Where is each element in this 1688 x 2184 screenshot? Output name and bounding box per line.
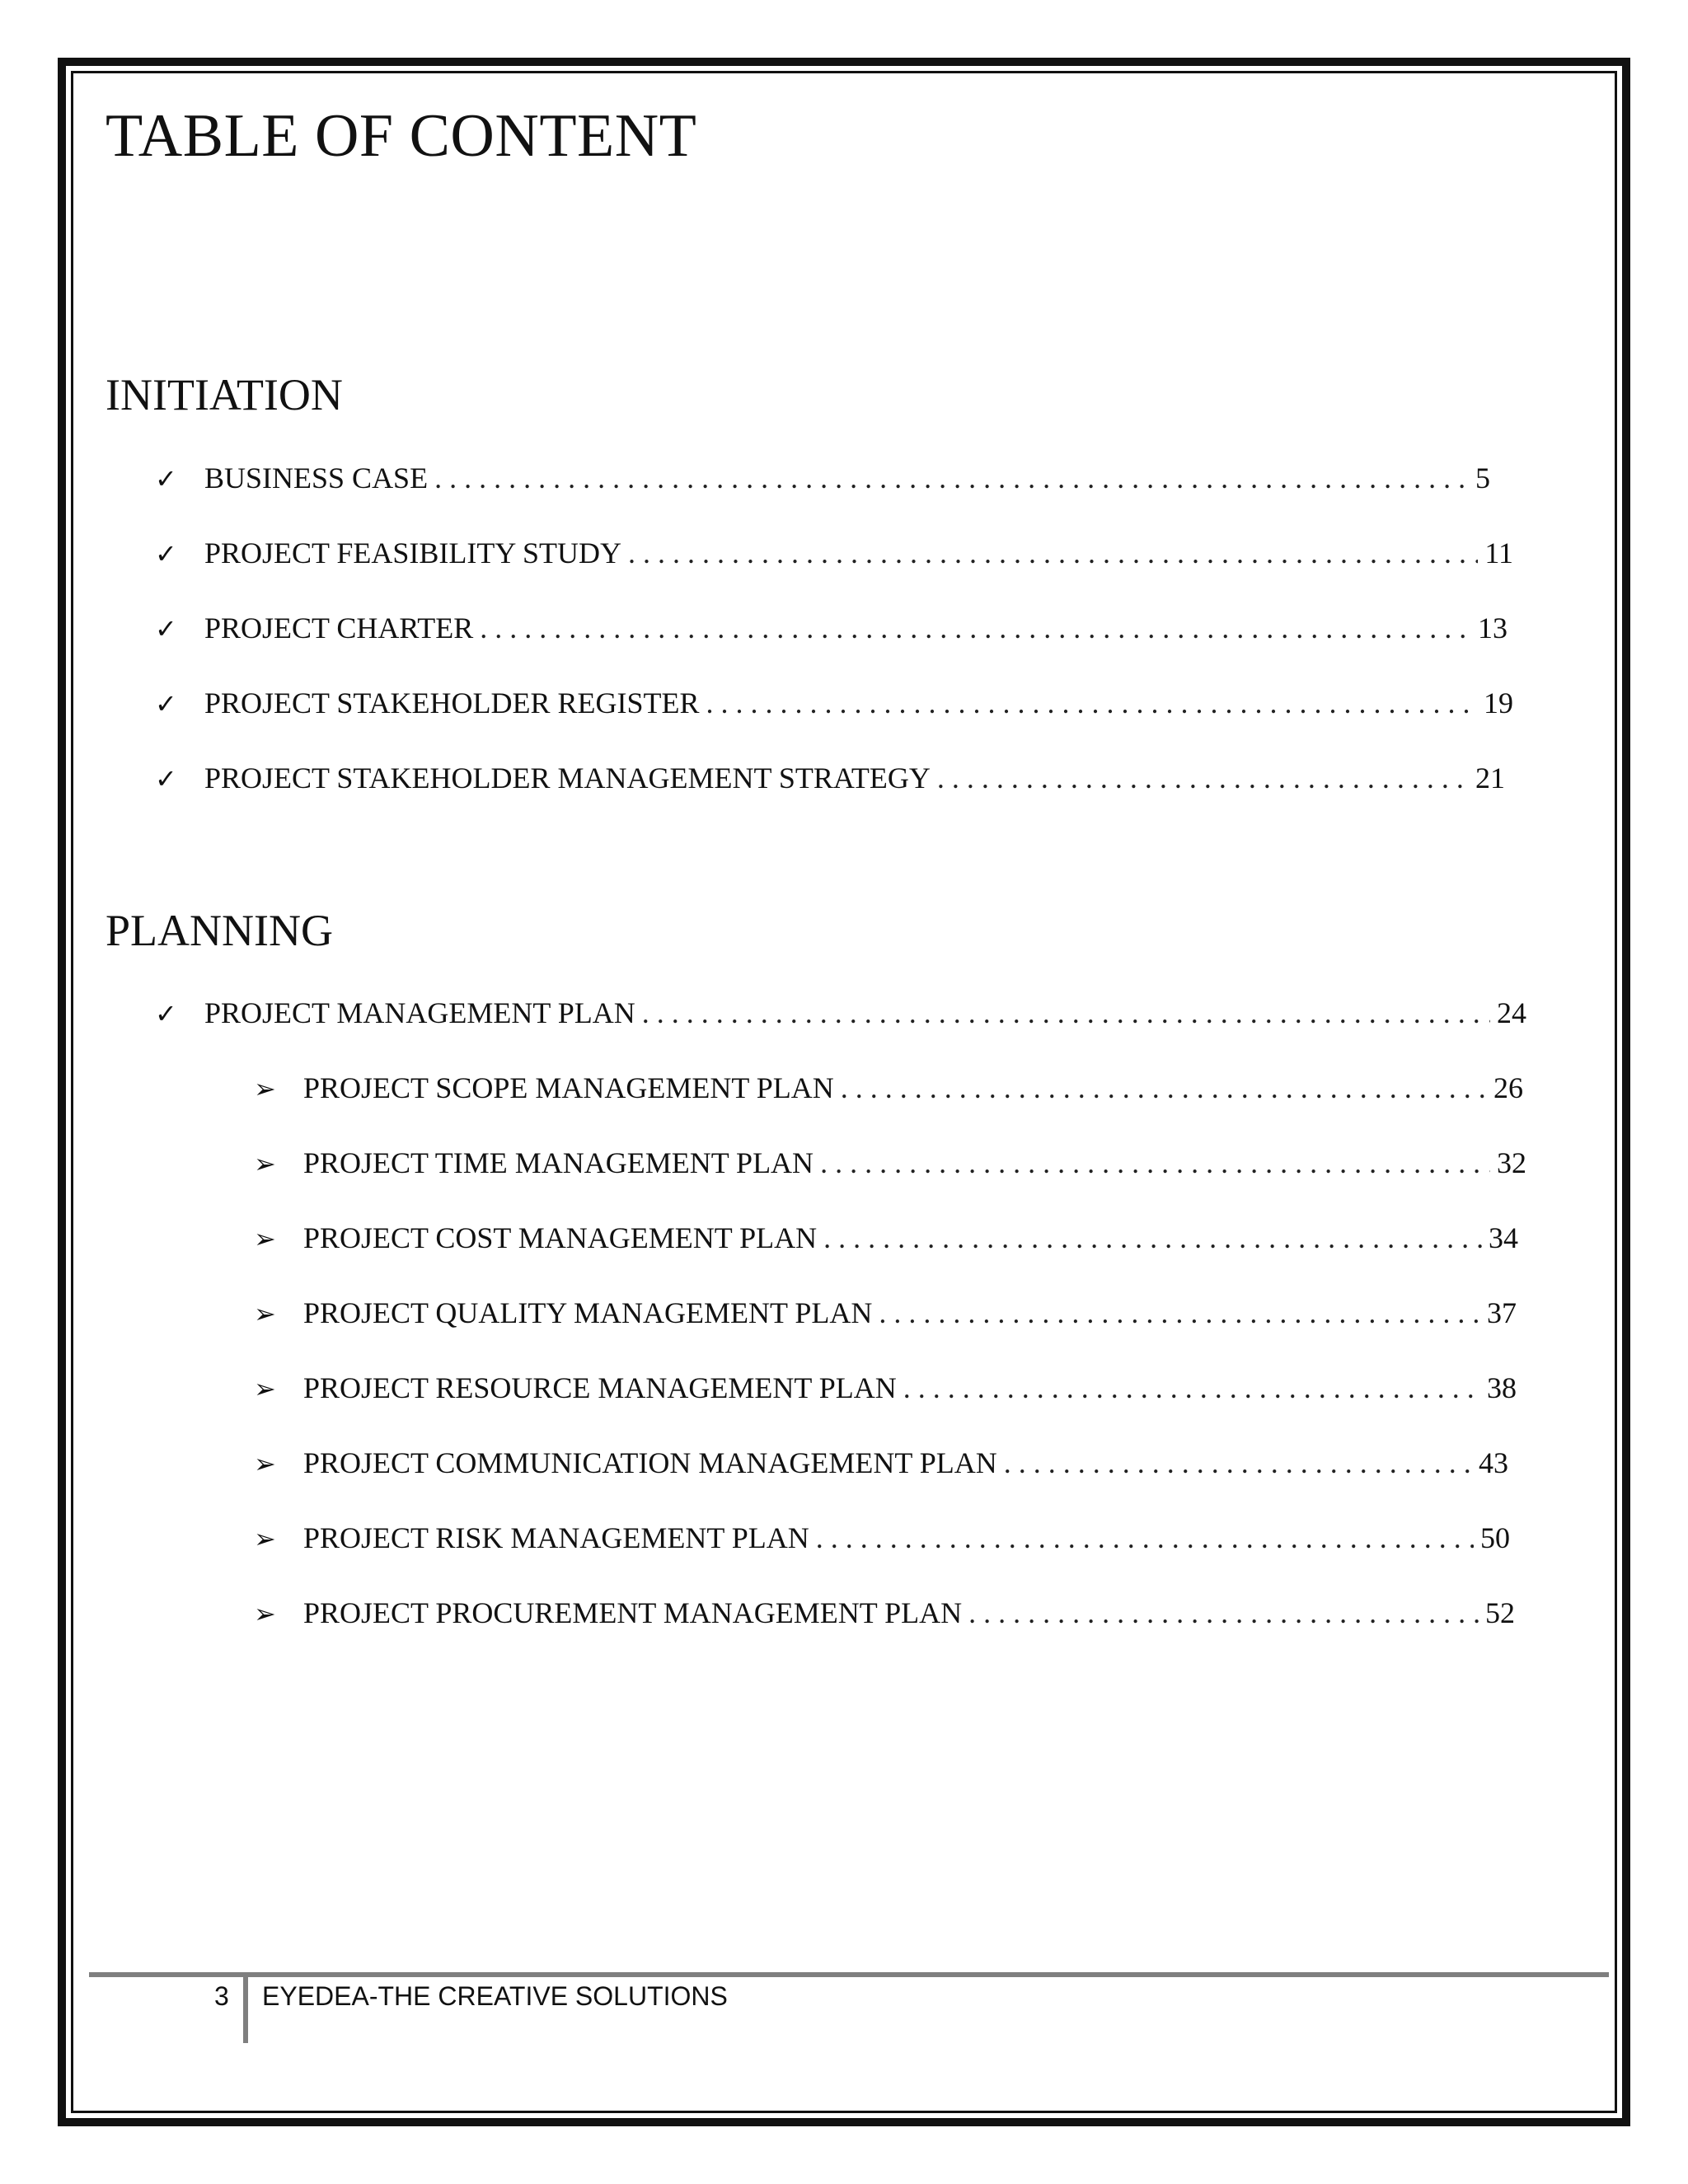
dot-leader <box>642 998 1490 1028</box>
checkmark-icon: ✓ <box>155 763 177 794</box>
footer-text: EYEDEA-THE CREATIVE SOLUTIONS <box>262 1981 728 2011</box>
toc-subentry[interactable] <box>254 1373 1517 1403</box>
footer-divider <box>243 1972 248 2043</box>
checkmark-icon: ✓ <box>155 538 177 569</box>
toc-entry-page: 19 <box>1484 687 1513 719</box>
arrow-bullet-icon: ➢ <box>254 1598 276 1629</box>
dot-leader <box>706 688 1478 718</box>
dot-leader <box>1004 1448 1472 1478</box>
toc-entry-page: 43 <box>1479 1446 1508 1479</box>
dot-leader <box>823 1223 1482 1253</box>
toc-entry-page: 38 <box>1487 1371 1517 1404</box>
toc-entry[interactable] <box>155 463 1490 493</box>
toc-entry-page: 11 <box>1484 537 1513 569</box>
toc-entry-label: PROJECT COMMUNICATION MANAGEMENT PLAN <box>303 1446 997 1479</box>
toc-subentry[interactable] <box>254 1523 1510 1553</box>
section-heading-planning: PLANNING <box>106 906 333 955</box>
dot-leader <box>816 1523 1474 1553</box>
dot-leader <box>903 1373 1480 1403</box>
toc-entry-label: PROJECT RESOURCE MANAGEMENT PLAN <box>303 1371 897 1404</box>
checkmark-icon: ✓ <box>155 463 177 494</box>
toc-subentry[interactable] <box>254 1448 1508 1478</box>
dot-leader <box>937 763 1469 793</box>
toc-entry-label: PROJECT STAKEHOLDER REGISTER <box>204 687 700 719</box>
footer-rule <box>89 1972 1609 1977</box>
dot-leader <box>968 1598 1479 1628</box>
arrow-bullet-icon: ➢ <box>254 1448 276 1479</box>
toc-subentry[interactable] <box>254 1298 1517 1328</box>
toc-entry-label: PROJECT COST MANAGEMENT PLAN <box>303 1221 818 1254</box>
arrow-bullet-icon: ➢ <box>254 1373 276 1404</box>
toc-entry-label: PROJECT MANAGEMENT PLAN <box>204 996 635 1029</box>
footer-page-number: 3 <box>214 1981 229 2011</box>
toc-subentry[interactable] <box>254 1073 1523 1103</box>
dot-leader <box>434 463 1469 493</box>
dot-leader <box>841 1073 1487 1103</box>
dot-leader <box>480 613 1471 643</box>
toc-entry-label: PROJECT FEASIBILITY STUDY <box>204 537 622 569</box>
toc-entry-page: 37 <box>1487 1296 1517 1329</box>
toc-entry-label: PROJECT QUALITY MANAGEMENT PLAN <box>303 1296 873 1329</box>
toc-subentry[interactable] <box>254 1148 1526 1178</box>
toc-entry-page: 34 <box>1489 1221 1518 1254</box>
toc-entry-label: PROJECT STAKEHOLDER MANAGEMENT STRATEGY <box>204 762 931 794</box>
arrow-bullet-icon: ➢ <box>254 1148 276 1179</box>
toc-entry[interactable] <box>155 538 1513 568</box>
toc-entry-page: 5 <box>1475 462 1490 494</box>
toc-entry-page: 26 <box>1493 1071 1523 1104</box>
dot-leader <box>628 538 1478 568</box>
toc-entry-page: 24 <box>1497 996 1526 1029</box>
checkmark-icon: ✓ <box>155 688 177 719</box>
toc-entry-label: PROJECT RISK MANAGEMENT PLAN <box>303 1521 809 1554</box>
arrow-bullet-icon: ➢ <box>254 1523 276 1554</box>
toc-entry[interactable] <box>155 613 1507 643</box>
dot-leader <box>820 1148 1490 1178</box>
arrow-bullet-icon: ➢ <box>254 1223 276 1254</box>
toc-entry-label: PROJECT PROCUREMENT MANAGEMENT PLAN <box>303 1596 963 1629</box>
toc-entry[interactable] <box>155 763 1505 793</box>
checkmark-icon: ✓ <box>155 613 177 644</box>
toc-entry[interactable] <box>155 688 1513 718</box>
toc-entry-page: 13 <box>1478 612 1507 644</box>
toc-subentry[interactable] <box>254 1598 1515 1628</box>
toc-entry-page: 32 <box>1497 1146 1526 1179</box>
toc-entry-label: PROJECT CHARTER <box>204 612 474 644</box>
toc-subentry[interactable] <box>254 1223 1518 1253</box>
toc-entry-label: PROJECT TIME MANAGEMENT PLAN <box>303 1146 814 1179</box>
toc-entry-page: 50 <box>1480 1521 1510 1554</box>
toc-entry-label: BUSINESS CASE <box>204 462 429 494</box>
arrow-bullet-icon: ➢ <box>254 1073 276 1104</box>
toc-entry-page: 52 <box>1485 1596 1515 1629</box>
page-title: TABLE OF CONTENT <box>106 102 697 170</box>
dot-leader <box>879 1298 1480 1328</box>
arrow-bullet-icon: ➢ <box>254 1298 276 1329</box>
toc-entry-page: 21 <box>1475 762 1505 794</box>
toc-entry-label: PROJECT SCOPE MANAGEMENT PLAN <box>303 1071 834 1104</box>
toc-entry[interactable] <box>155 998 1526 1028</box>
section-heading-initiation: INITIATION <box>106 370 343 419</box>
checkmark-icon: ✓ <box>155 998 177 1029</box>
